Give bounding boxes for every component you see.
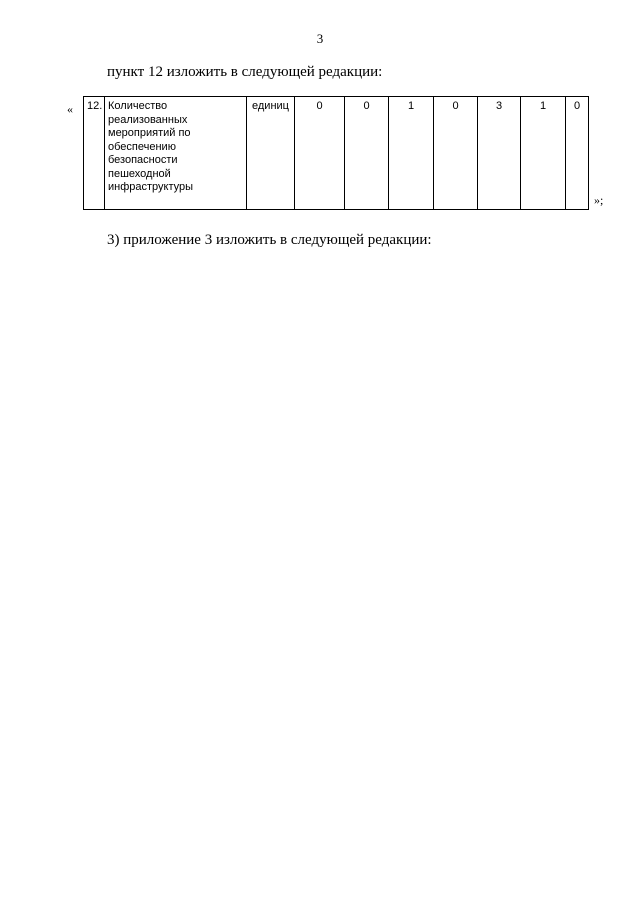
outro-paragraph: 3) приложение 3 изложить в следующей редакции: — [107, 232, 432, 248]
value-cell: 0 — [345, 97, 389, 210]
opening-quote: « — [67, 102, 73, 116]
value-cell: 0 — [295, 97, 345, 210]
value-cell: 1 — [389, 97, 434, 210]
indicator-table — [83, 96, 589, 210]
value-cell: 3 — [478, 97, 521, 210]
value-cell: 0 — [566, 97, 589, 210]
page-number: 3 — [316, 31, 324, 46]
value-cell: 1 — [521, 97, 566, 210]
table-row — [84, 97, 589, 210]
closing-quote: »; — [594, 193, 604, 207]
intro-paragraph: пункт 12 изложить в следующей редакции: — [107, 64, 383, 80]
unit-cell: единиц — [247, 97, 295, 210]
value-cell: 0 — [434, 97, 478, 210]
indicator-name-cell: Количество реализованных мероприятий по обеспечению безопасности пешеходной инфраструктуры — [105, 97, 247, 210]
row-number-cell: 12. — [84, 97, 105, 210]
